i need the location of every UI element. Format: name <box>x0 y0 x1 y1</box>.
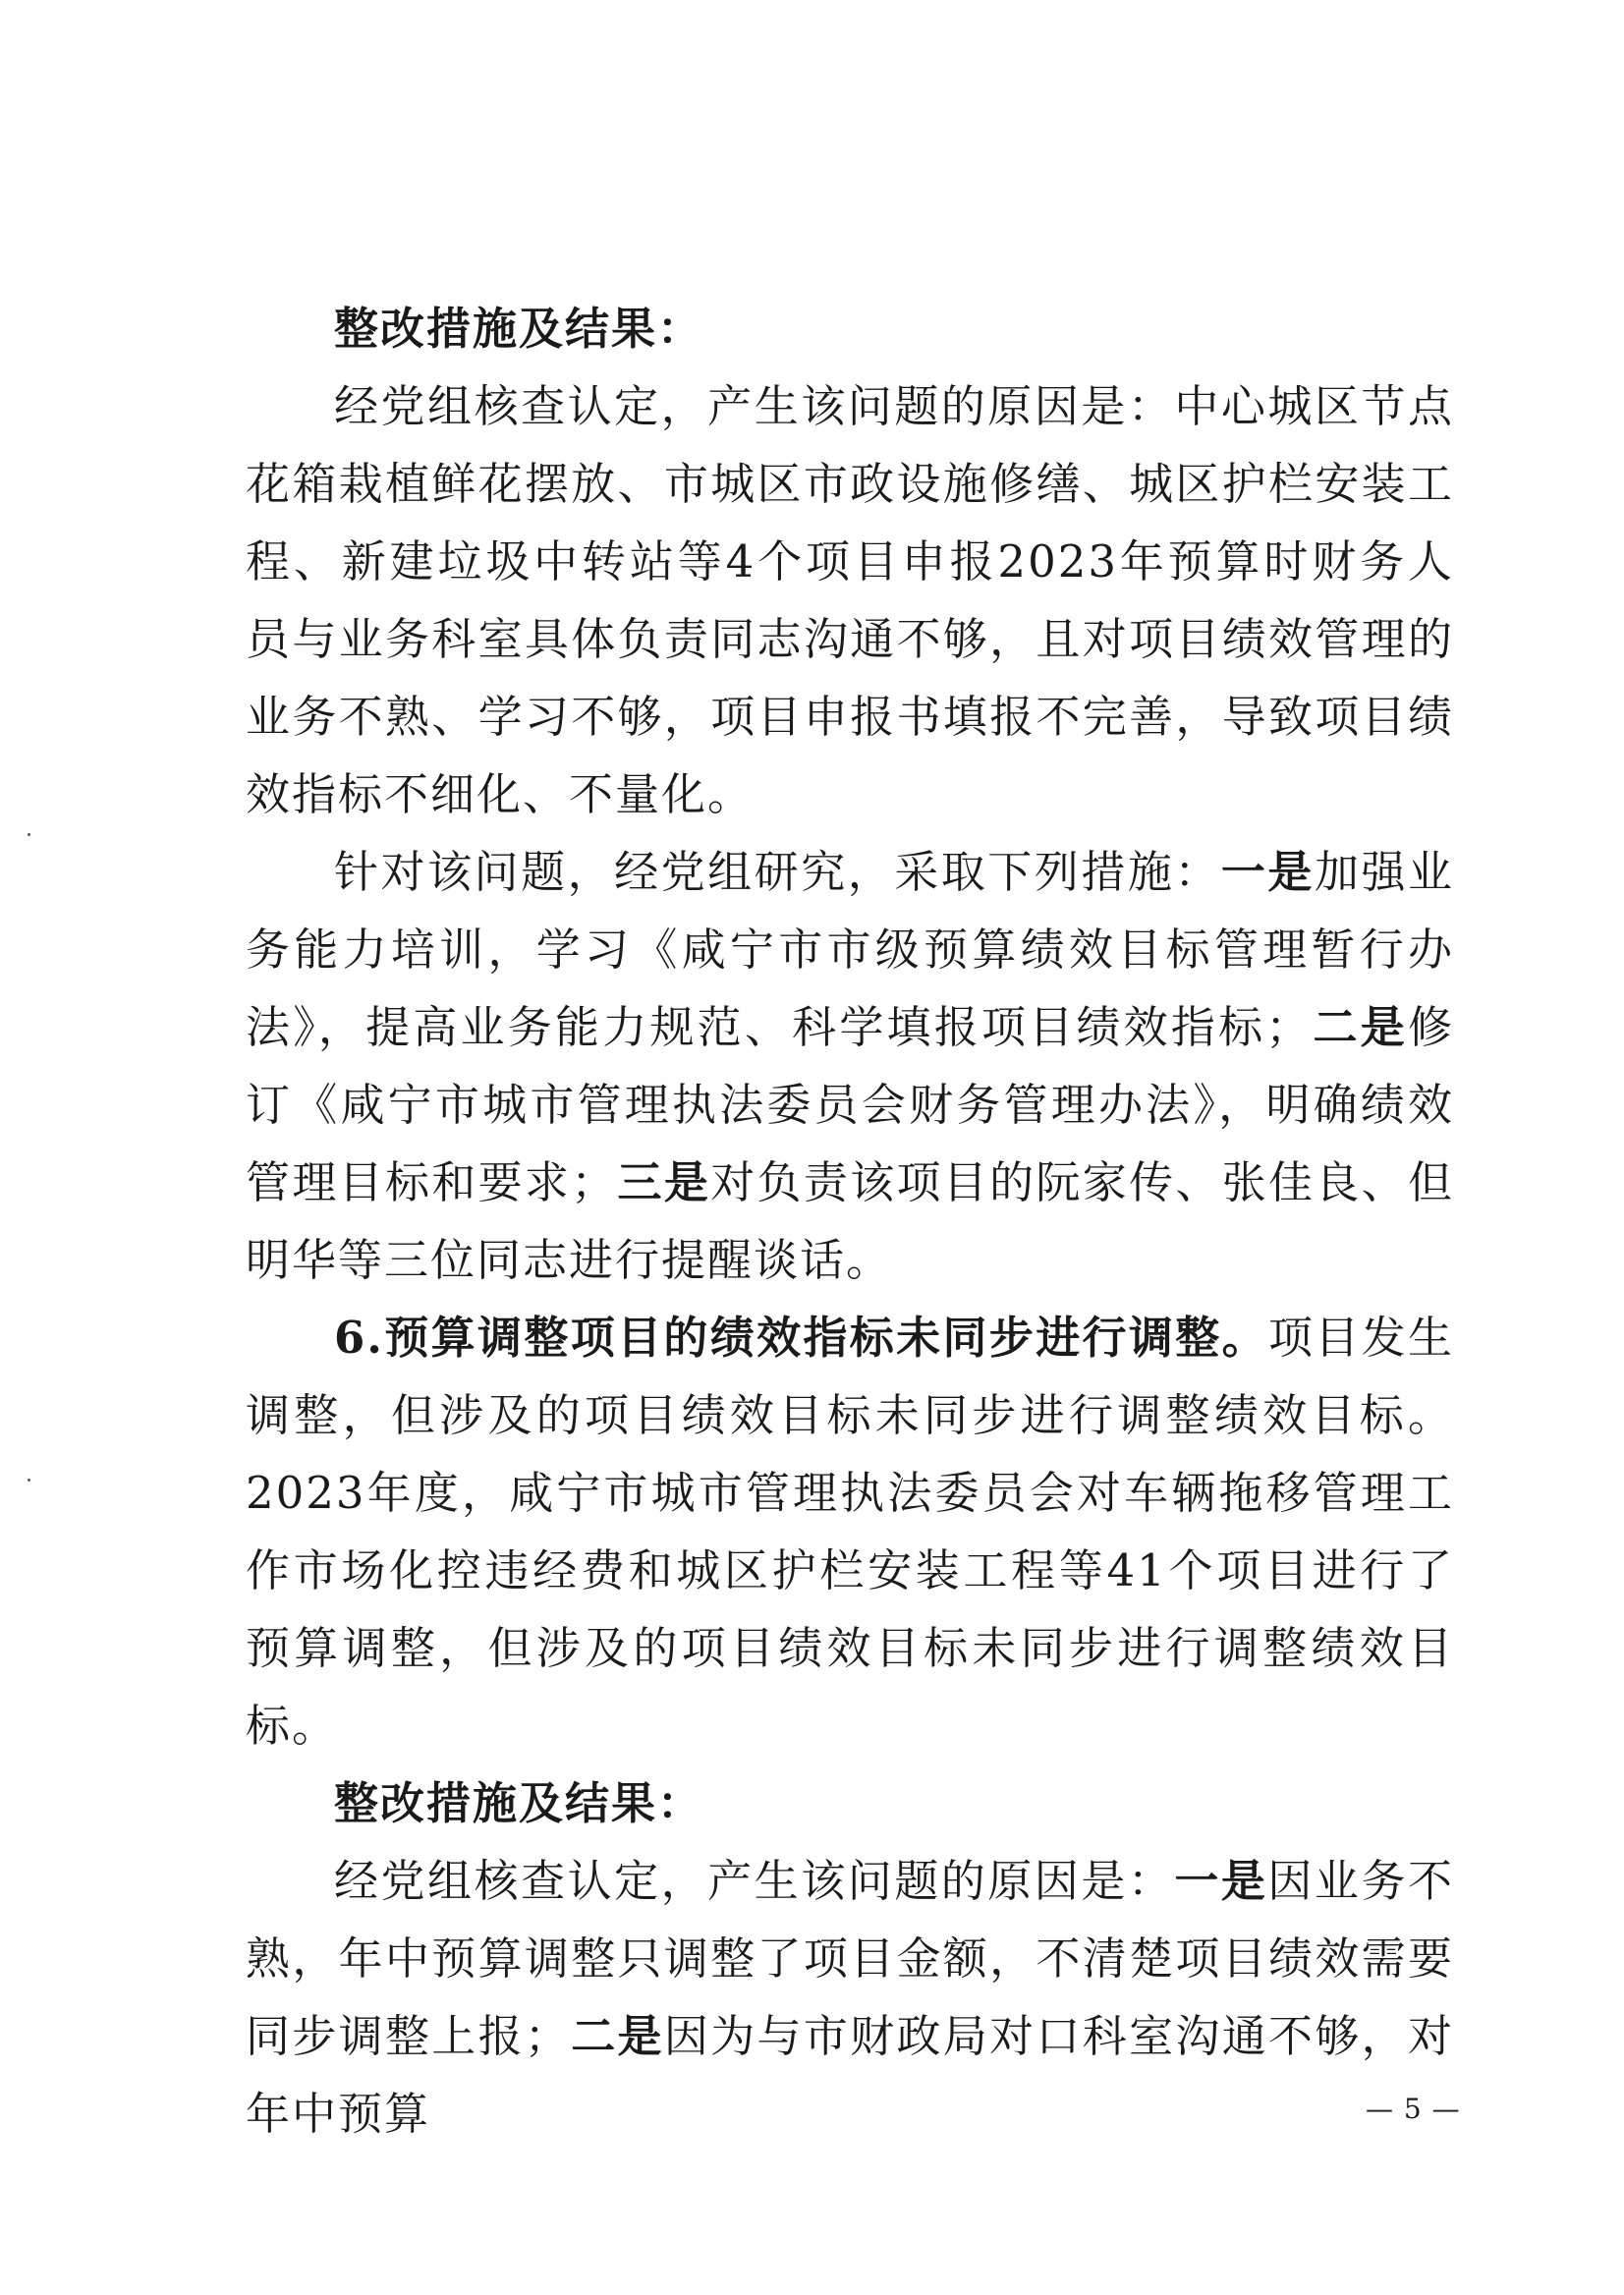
issue-6-text: 项目发生调整，但涉及的项目绩效目标未同步进行调整绩效目标。2023年度，咸宁市城市管理执法委员会对车辆拖移管理工作市场化控违经费和城区护栏安装工程等41个项目进行了预算调整，但涉及的项目绩效目标未同步进行调整绩效目标。 <box>246 1312 1454 1752</box>
measure-2-label: 二是 <box>1312 1001 1408 1053</box>
section-heading: 整改措施及结果： <box>334 303 704 355</box>
measure-2-text: 修订《咸宁市城市管理执法委员会财务管理办法》，明确绩效管理目标和要求； <box>246 1001 1454 1208</box>
measures-lead: 针对该问题，经党组研究，采取下列措施： <box>334 846 1221 898</box>
cause-2-text-2: 因为与市财政局对口科室沟通不够，对年中预算 <box>246 2010 1454 2140</box>
cause-2-lead: 经党组核查认定，产生该问题的原因是： <box>334 1855 1175 1907</box>
cause-2-label-2: 二是 <box>570 2010 664 2062</box>
measure-1-text: 加强业务能力培训，学习《咸宁市市级预算绩效目标管理暂行办法》，提高业务能力规范、科学填报项目绩效指标； <box>246 846 1454 1053</box>
measure-3-label: 三是 <box>617 1156 711 1208</box>
measures-paragraph <box>246 833 1454 1299</box>
cause-paragraph: 经党组核查认定，产生该问题的原因是：中心城区节点花箱栽植鲜花摆放、市城区市政设施修缮、城区护栏安装工程、新建垃圾中转站等4个项目申报2023年预算时财务人员与业务科室具体负责同志沟通不够，且对项目绩效管理的业务不熟、学习不够，项目申报书填报不完善，导致项目绩效指标不细化、不量化。 <box>246 380 1454 820</box>
measure-1-label: 一是 <box>1220 846 1315 898</box>
scan-speck <box>28 833 30 836</box>
measure-3-text: 对负责该项目的阮家传、张佳良、但明华等三位同志进行提醒谈话。 <box>246 1156 1454 1286</box>
issue-6-paragraph <box>246 1299 1454 1764</box>
section-heading-2: 整改措施及结果： <box>334 1777 704 1829</box>
cause-2-text-1: 因业务不熟，年中预算调整只调整了项目金额，不清楚项目绩效需要同步调整上报； <box>246 1855 1454 2062</box>
issue-6-title: 6.预算调整项目的绩效指标未同步进行调整。 <box>334 1312 1268 1364</box>
scan-speck <box>28 1479 30 1482</box>
cause-2-label-1: 一是 <box>1174 1855 1268 1907</box>
page-number: — 5 — <box>1366 2093 1461 2125</box>
cause-paragraph-2 <box>246 1842 1454 2153</box>
document-body <box>246 290 1454 2153</box>
